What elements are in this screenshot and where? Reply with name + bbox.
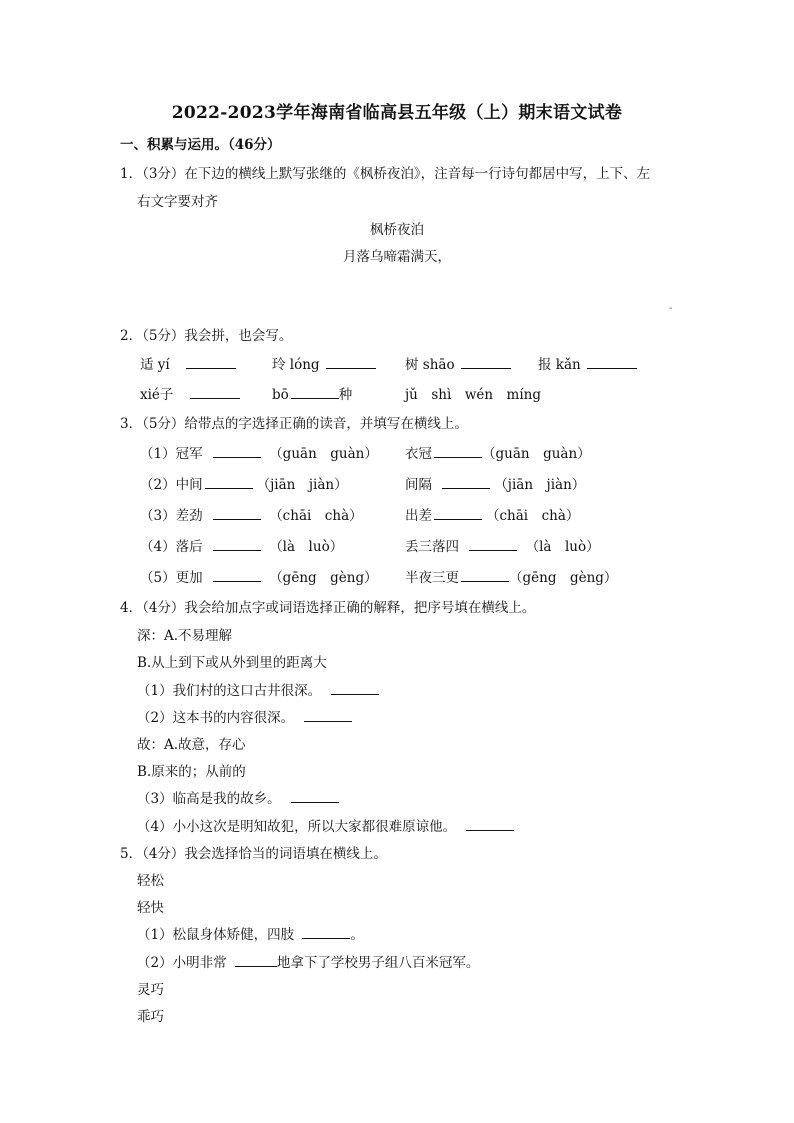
q4-deep-def-a: 深：A.不易理解 bbox=[137, 628, 233, 644]
q2-item-text: xié子 bbox=[140, 387, 174, 403]
q3-pinyin-options: （jiān jiàn） bbox=[494, 477, 586, 493]
q3-word: （1）冠军 bbox=[140, 446, 203, 462]
q3-pinyin-options: （là luò） bbox=[269, 539, 344, 555]
q3-left-row-3 bbox=[140, 504, 363, 524]
q4-item-text: （2）这本书的内容很深。 bbox=[137, 710, 295, 726]
q4-item-4 bbox=[137, 815, 514, 835]
q2-prompt: 2．（5分）我会拼，也会写。 bbox=[120, 328, 293, 344]
answer-blank[interactable] bbox=[205, 476, 253, 489]
answer-blank[interactable] bbox=[461, 569, 509, 582]
q4-item-3 bbox=[137, 787, 339, 807]
q3-word: 丢三落四 bbox=[405, 539, 459, 555]
answer-blank[interactable] bbox=[213, 445, 261, 458]
answer-blank[interactable] bbox=[469, 538, 517, 551]
answer-blank[interactable] bbox=[291, 386, 339, 399]
q3-right-row-1 bbox=[405, 442, 591, 462]
q4-item-text: （1）我们村的这口古井很深。 bbox=[137, 683, 322, 699]
q5-prompt: 5．（4分）我会选择恰当的词语填在横线上。 bbox=[120, 846, 387, 862]
q3-pinyin-options: （guān guàn） bbox=[482, 446, 591, 462]
q5-word-option-2: 轻快 bbox=[137, 900, 164, 916]
q4-gu-def-b: B.原来的；从前的 bbox=[137, 764, 246, 780]
q2-item-5 bbox=[140, 383, 240, 403]
q3-word: 半夜三更 bbox=[405, 570, 459, 586]
q5-item-text: （2）小明非常 bbox=[137, 955, 227, 971]
q3-word: （4）落后 bbox=[140, 539, 203, 555]
exam-title: 2022-2023学年海南省临高县五年级（上）期末语文试卷 bbox=[171, 103, 623, 123]
q5-item-1 bbox=[137, 923, 364, 943]
q3-right-row-2 bbox=[405, 473, 585, 493]
stray-mark: - bbox=[669, 303, 673, 314]
q3-word: （5）更加 bbox=[140, 570, 203, 586]
q5-item-end: 。 bbox=[350, 927, 364, 943]
q2-item-text: bō bbox=[272, 387, 289, 403]
q2-item-4 bbox=[538, 353, 637, 373]
poem-line-1: 月落乌啼霜满天， bbox=[343, 249, 451, 265]
q3-word: 间隔 bbox=[405, 477, 432, 493]
answer-blank[interactable] bbox=[213, 538, 261, 551]
q5-item-end: 地拿下了学校男子组八百米冠军。 bbox=[276, 955, 480, 971]
answer-blank[interactable] bbox=[461, 356, 511, 369]
q3-pinyin-options: （chāi chà） bbox=[269, 508, 363, 524]
q3-prompt: 3．（5分）给带点的字选择正确的读音，并填写在横线上。 bbox=[120, 416, 468, 432]
answer-blank[interactable] bbox=[466, 818, 514, 831]
q3-pinyin-options: （gēng gèng） bbox=[269, 570, 378, 586]
answer-blank[interactable] bbox=[235, 954, 277, 967]
q5-item-2 bbox=[137, 951, 479, 971]
answer-blank[interactable] bbox=[434, 445, 482, 458]
answer-blank[interactable] bbox=[291, 790, 339, 803]
section-heading-1: 一、积累与运用。（46分） bbox=[120, 137, 281, 153]
q3-right-row-3 bbox=[405, 504, 579, 524]
q3-word: （3）差劲 bbox=[140, 508, 203, 524]
answer-blank[interactable] bbox=[442, 476, 490, 489]
q2-item-3 bbox=[405, 353, 511, 373]
q3-pinyin-options: （gēng gèng） bbox=[509, 570, 618, 586]
q3-left-row-2 bbox=[140, 473, 348, 493]
q3-word: （2）中间 bbox=[140, 477, 203, 493]
q3-pinyin-options: （guān guàn） bbox=[269, 446, 378, 462]
poem-title: 枫桥夜泊 bbox=[370, 222, 424, 238]
answer-blank[interactable] bbox=[302, 926, 350, 939]
answer-blank[interactable] bbox=[434, 507, 482, 520]
q2-item-text: 报 kǎn bbox=[538, 357, 581, 373]
answer-blank[interactable] bbox=[326, 356, 376, 369]
q2-item-7 bbox=[405, 383, 541, 403]
q3-right-row-4 bbox=[405, 535, 600, 555]
q4-item-text: （4）小小这次是明知故犯，所以大家都很难原谅他。 bbox=[137, 819, 457, 835]
q3-pinyin-options: （là luò） bbox=[525, 539, 600, 555]
q2-item-1 bbox=[140, 353, 236, 373]
q3-left-row-5 bbox=[140, 566, 378, 586]
answer-blank[interactable] bbox=[304, 709, 352, 722]
q3-right-row-5 bbox=[405, 566, 617, 586]
q4-item-text: （3）临高是我的故乡。 bbox=[137, 791, 281, 807]
q2-item-6 bbox=[272, 383, 352, 403]
answer-blank[interactable] bbox=[186, 356, 236, 369]
q1-prompt-line1: 1．（3分）在下边的横线上默写张继的《枫桥夜泊》，注音每一行诗句都居中写，上下、左 bbox=[120, 166, 651, 182]
q3-left-row-4 bbox=[140, 535, 343, 555]
q4-gu-def-a: 故：A.故意，存心 bbox=[137, 737, 246, 753]
q2-item-text: jǔ shì wén míng bbox=[405, 387, 542, 403]
q3-left-row-1 bbox=[140, 442, 378, 462]
answer-blank[interactable] bbox=[587, 356, 637, 369]
q5-word-option-1: 轻松 bbox=[137, 873, 164, 889]
q4-item-1 bbox=[137, 679, 379, 699]
q2-item-suffix: 种 bbox=[338, 387, 353, 403]
answer-blank[interactable] bbox=[213, 569, 261, 582]
q5-word-option-4: 乖巧 bbox=[137, 1009, 164, 1025]
q3-word: 衣冠 bbox=[405, 446, 432, 462]
q2-item-2 bbox=[272, 353, 376, 373]
q3-pinyin-options: （jiān jiàn） bbox=[256, 477, 348, 493]
answer-blank[interactable] bbox=[331, 682, 379, 695]
answer-blank[interactable] bbox=[190, 386, 240, 399]
q1-prompt-line2: 右文字要对齐 bbox=[137, 194, 218, 210]
q2-item-text: 玲 lóng bbox=[272, 357, 320, 373]
q2-item-text: 适 yí bbox=[140, 357, 170, 373]
q3-pinyin-options: （chāi chà） bbox=[486, 508, 580, 524]
q4-prompt: 4．（4分）我会给加点字或词语选择正确的解释，把序号填在横线上。 bbox=[120, 600, 536, 616]
q5-item-text: （1）松鼠身体矫健，四肢 bbox=[137, 927, 295, 943]
q5-word-option-3: 灵巧 bbox=[137, 982, 164, 998]
answer-blank[interactable] bbox=[213, 507, 261, 520]
q4-deep-def-b: B.从上到下或从外到里的距离大 bbox=[137, 655, 327, 671]
q3-word: 出差 bbox=[405, 508, 432, 524]
q4-item-2 bbox=[137, 706, 352, 726]
q2-item-text: 树 shāo bbox=[405, 357, 455, 373]
